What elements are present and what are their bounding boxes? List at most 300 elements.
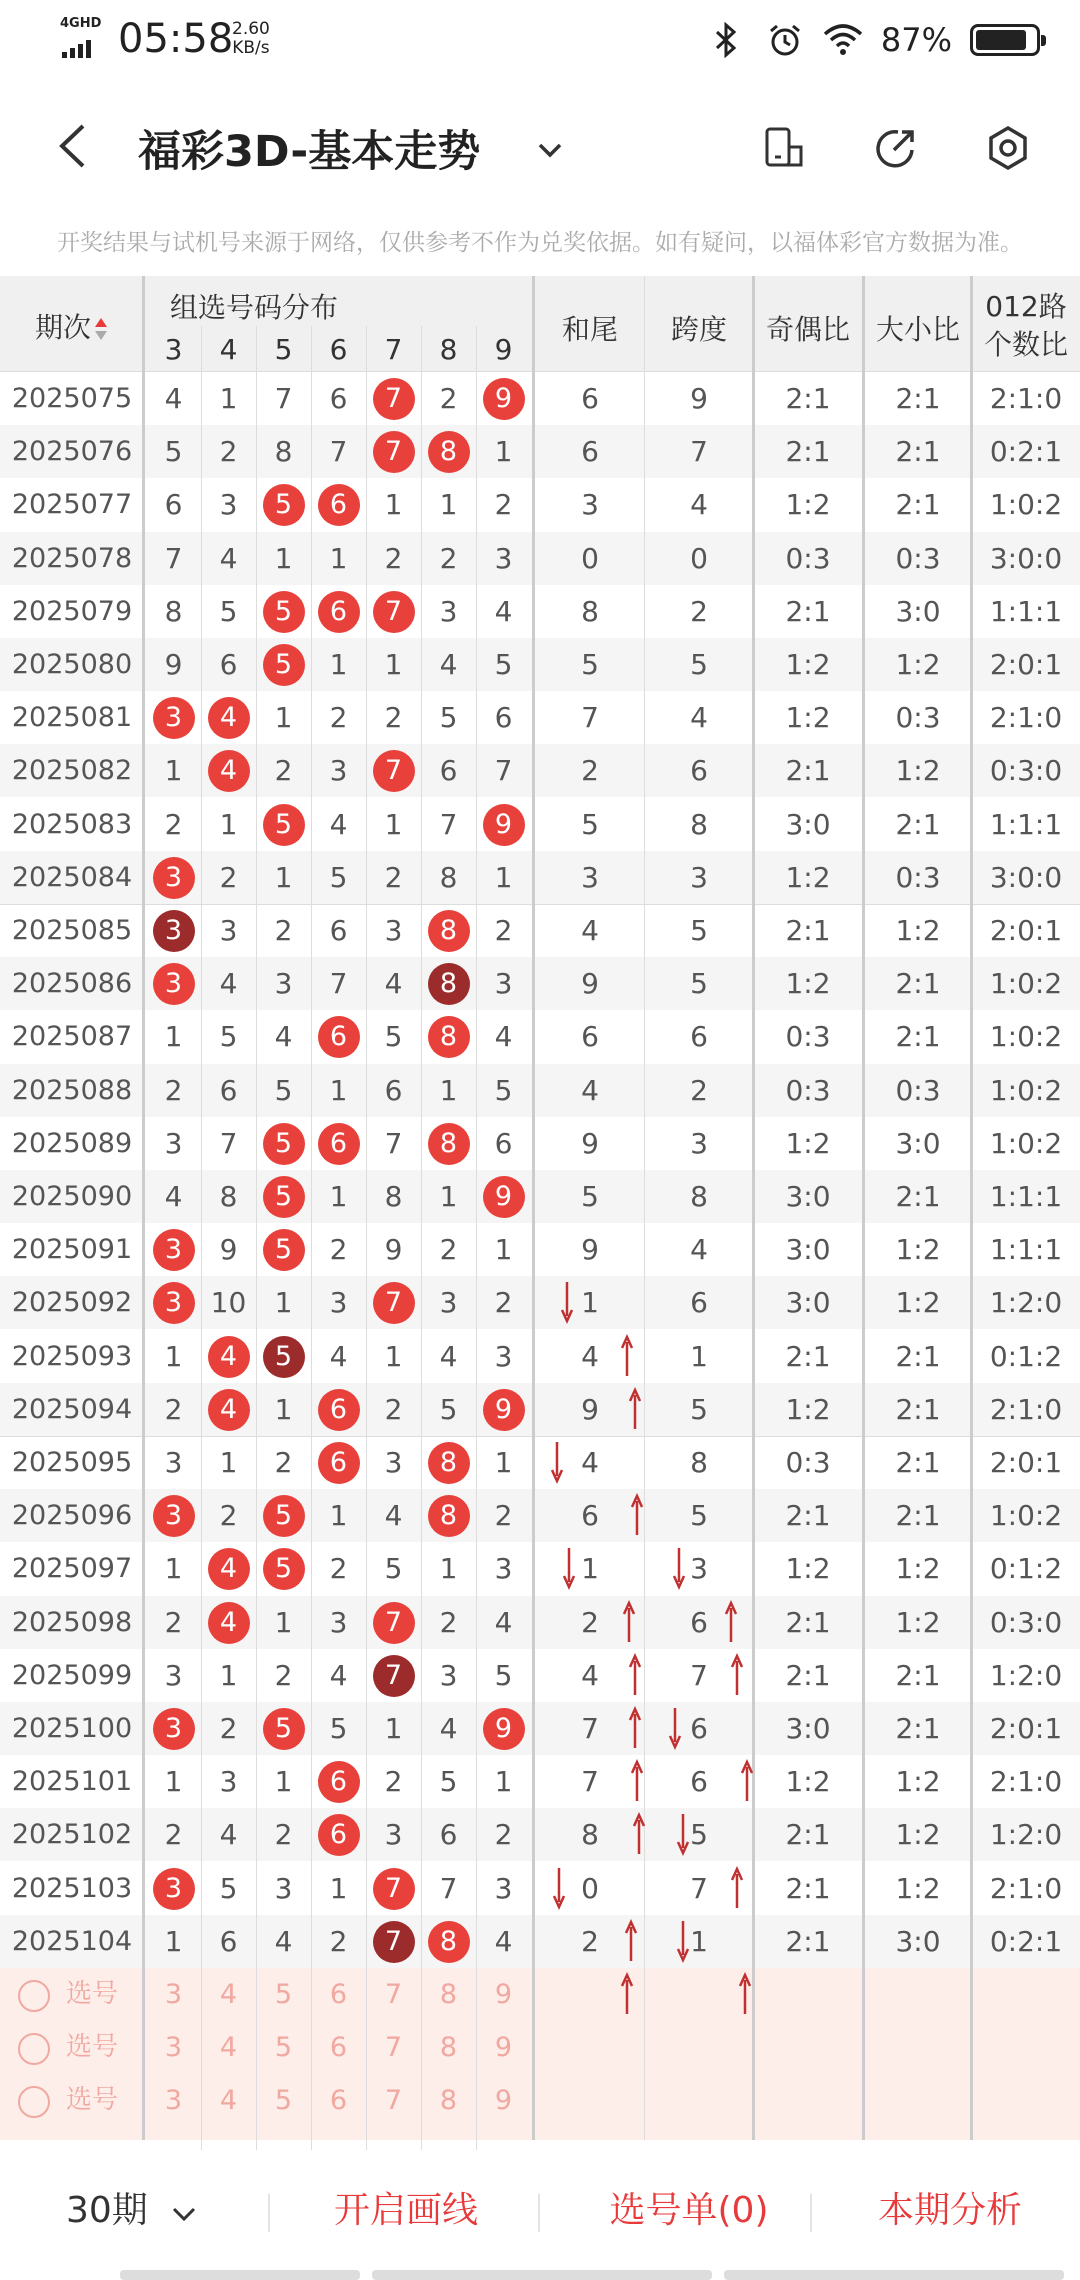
drawn-number-ball: 6	[318, 1389, 360, 1431]
drawn-number-ball: 3	[153, 1868, 195, 1910]
omission-cell: 2	[164, 807, 183, 841]
pick-radio[interactable]	[18, 2086, 50, 2118]
omission-cell: 1	[439, 1073, 458, 1107]
stat-cell-dx: 2:1	[895, 1499, 941, 1533]
pick-row[interactable]	[0, 2074, 1080, 2127]
drawn-number-ball: 9	[483, 1176, 525, 1218]
stat-cell-k: 7	[690, 1871, 708, 1905]
column-period-header[interactable]: 期次	[0, 306, 142, 346]
drawn-number-ball: 9	[483, 1389, 525, 1431]
stat-cell-z: 2:0:1	[989, 648, 1063, 681]
period-cell: 2025101	[11, 1766, 133, 1798]
table-row	[0, 1542, 1080, 1595]
stat-cell-z: 0:2:1	[989, 435, 1063, 469]
omission-cell: 5	[494, 1658, 513, 1692]
stat-cell-k: 6	[690, 754, 708, 788]
stat-cell-k: 1	[690, 1924, 708, 1958]
stat-cell-z: 2:0:1	[989, 914, 1063, 947]
drawn-number-ball: 8	[428, 1442, 470, 1484]
drawn-number-ball: 7	[373, 1602, 415, 1644]
drawn-number-ball: 9	[483, 378, 525, 420]
stat-cell-jo: 1:2	[785, 701, 831, 735]
stat-cell-jo: 2:1	[785, 1871, 831, 1905]
stat-cell-dx: 0:3	[895, 541, 941, 575]
pick-digit-3[interactable]: 3	[164, 2032, 183, 2064]
stat-cell-k: 8	[690, 807, 708, 841]
stat-cell-z: 1:1:1	[989, 807, 1063, 841]
pick-digit-3[interactable]: 3	[164, 2085, 183, 2117]
omission-cell: 2	[219, 1499, 238, 1533]
trend-arrow-up-icon	[632, 1812, 646, 1856]
omission-cell: 1	[384, 807, 403, 841]
stat-cell-z: 1:0:2	[989, 488, 1063, 522]
period-cell: 2025100	[11, 1713, 133, 1744]
stat-cell-h: 7	[581, 1765, 599, 1799]
trend-arrow-down-icon	[676, 1812, 690, 1856]
stat-cell-z: 0:1:2	[989, 1339, 1063, 1373]
omission-cell: 4	[494, 594, 513, 628]
omission-cell: 7	[439, 1871, 458, 1905]
column-group-header: 组选号码分布	[170, 291, 339, 324]
digit-header-6: 6	[329, 333, 348, 366]
drawn-number-ball: 9	[483, 1708, 525, 1750]
drawn-number-ball: 7	[373, 750, 415, 792]
trend-arrow-up-icon	[628, 1653, 642, 1697]
stat-cell-dx: 1:2	[895, 754, 941, 788]
period-cell: 2025081	[11, 702, 133, 734]
pick-digit-4[interactable]: 4	[219, 1979, 238, 2010]
omission-cell: 3	[219, 488, 238, 522]
omission-cell: 4	[164, 382, 183, 415]
omission-cell: 2	[439, 541, 458, 575]
table-header	[0, 276, 1080, 372]
stat-cell-dx: 3:0	[895, 1924, 941, 1958]
trend-arrow-up-icon	[730, 1866, 744, 1910]
stat-cell-k: 5	[690, 1499, 708, 1533]
stat-cell-h: 2	[581, 754, 599, 788]
pick-digit-3[interactable]: 3	[164, 1979, 183, 2010]
period-cell: 2025092	[11, 1287, 133, 1319]
omission-cell: 1	[274, 1392, 293, 1426]
stat-cell-dx: 1:2	[895, 1286, 941, 1320]
stat-cell-z: 0:3:0	[989, 1605, 1063, 1639]
drawn-number-ball: 4	[208, 750, 250, 792]
omission-cell: 2	[274, 1446, 293, 1479]
omission-cell: 1	[164, 754, 183, 788]
drawn-number-ball: 8	[428, 1016, 470, 1058]
omission-cell: 2	[494, 1286, 513, 1320]
omission-cell: 3	[329, 1605, 348, 1639]
omission-cell: 5	[384, 1020, 403, 1054]
period-cell: 2025103	[11, 1872, 133, 1904]
stat-cell-k: 3	[690, 1126, 708, 1160]
omission-cell: 6	[439, 754, 458, 788]
stat-cell-z: 1:2:0	[989, 1658, 1063, 1692]
pick-digit-4[interactable]: 4	[219, 2085, 238, 2117]
stat-cell-z: 2:1:0	[989, 382, 1063, 415]
stat-cell-h: 2	[581, 1924, 599, 1958]
share-button[interactable]	[868, 120, 924, 176]
number-picker-area	[0, 1968, 1080, 2140]
settings-button[interactable]	[980, 120, 1036, 176]
period-cell: 2025079	[11, 595, 133, 627]
stat-cell-dx: 0:3	[895, 860, 941, 894]
omission-cell: 1	[329, 1499, 348, 1533]
stat-cell-jo: 2:1	[785, 1818, 831, 1852]
table-row	[0, 478, 1080, 531]
period-cell: 2025078	[11, 542, 133, 574]
stat-cell-h: 2	[581, 1605, 599, 1639]
stat-cell-z: 1:1:1	[989, 594, 1063, 628]
omission-cell: 3	[164, 1658, 183, 1692]
pick-label: 选号	[66, 2032, 119, 2063]
stat-cell-k: 6	[690, 1605, 708, 1639]
pick-radio[interactable]	[18, 2033, 50, 2065]
period-cell: 2025104	[11, 1925, 133, 1957]
trend-arrow-up-icon	[620, 1334, 634, 1378]
omission-cell: 9	[219, 1233, 238, 1267]
pick-digit-6[interactable]: 6	[329, 2032, 348, 2064]
omission-cell: 2	[329, 701, 348, 735]
omission-cell: 7	[329, 967, 348, 1001]
omission-cell: 4	[219, 1818, 238, 1852]
digit-header-8: 8	[439, 333, 458, 366]
omission-cell: 8	[439, 860, 458, 894]
pick-digit-8[interactable]: 8	[439, 1979, 458, 2010]
omission-cell: 1	[274, 1765, 293, 1799]
omission-cell: 5	[274, 1073, 293, 1107]
omission-cell: 3	[384, 1818, 403, 1852]
wifi-icon	[823, 20, 863, 60]
omission-cell: 5	[384, 1552, 403, 1586]
stat-cell-h: 9	[581, 1126, 599, 1160]
stat-cell-h: 0	[581, 541, 599, 575]
stat-cell-h: 5	[581, 807, 599, 841]
page-title[interactable]: 福彩3D-基本走势	[138, 127, 481, 177]
table-row	[0, 1489, 1080, 1542]
drawn-number-ball: 3	[153, 697, 195, 739]
omission-cell: 3	[439, 1286, 458, 1320]
pick-digit-9[interactable]: 9	[494, 2085, 513, 2117]
pick-digit-5[interactable]: 5	[274, 2085, 293, 2117]
stat-cell-jo: 1:2	[785, 648, 831, 681]
omission-cell: 4	[384, 967, 403, 1001]
omission-cell: 1	[329, 1073, 348, 1107]
sort-icon	[95, 318, 107, 340]
clock: 05:58	[118, 16, 234, 62]
stat-cell-dx: 1:2	[895, 1765, 941, 1799]
omission-cell: 1	[219, 807, 238, 841]
omission-cell: 7	[274, 382, 293, 415]
pick-list-button[interactable]: 选号单(0)	[609, 2190, 769, 2231]
period-cell: 2025094	[11, 1393, 133, 1425]
omission-cell: 2	[164, 1605, 183, 1639]
omission-cell: 5	[219, 1871, 238, 1905]
back-arrow-icon	[57, 123, 87, 169]
stat-cell-jo: 2:1	[785, 1499, 831, 1533]
drawn-number-ball: 8	[428, 963, 470, 1005]
drawn-number-ball: 9	[483, 804, 525, 846]
omission-cell: 5	[329, 1712, 348, 1745]
app-header	[0, 96, 1080, 196]
omission-cell: 6	[329, 914, 348, 947]
omission-cell: 3	[164, 1126, 183, 1160]
omission-cell: 1	[384, 488, 403, 522]
digit-header-7: 7	[384, 333, 403, 366]
omission-cell: 2	[274, 754, 293, 788]
omission-cell: 4	[219, 967, 238, 1001]
omission-cell: 1	[439, 1180, 458, 1213]
alarm-icon	[765, 20, 805, 60]
omission-cell: 9	[384, 1233, 403, 1267]
stat-cell-dx: 1:2	[895, 914, 941, 947]
omission-cell: 1	[164, 1552, 183, 1586]
omission-cell: 7	[494, 754, 513, 788]
network-type: 4GHD	[60, 16, 102, 31]
stat-cell-dx: 2:1	[895, 1180, 941, 1213]
landscape-button[interactable]	[756, 120, 812, 176]
chevron-down-icon	[530, 130, 570, 170]
drawn-number-ball: 8	[428, 1921, 470, 1963]
table-row	[0, 1170, 1080, 1223]
table-row	[0, 1276, 1080, 1329]
pick-digit-8[interactable]: 8	[439, 2085, 458, 2117]
stat-cell-h: 7	[581, 1712, 599, 1745]
stat-cell-k: 7	[690, 1658, 708, 1692]
stat-cell-dx: 2:1	[895, 382, 941, 415]
pick-digit-7[interactable]: 7	[384, 2032, 403, 2064]
column-012-header: 012路 个数比	[983, 290, 1068, 361]
column-daxiao-header: 大小比	[875, 313, 960, 346]
omission-cell: 3	[219, 914, 238, 947]
drawn-number-ball: 8	[428, 1495, 470, 1537]
pick-row[interactable]	[0, 1968, 1080, 2021]
omission-cell: 6	[494, 701, 513, 735]
drawn-number-ball: 5	[263, 1229, 305, 1271]
period-cell: 2025075	[11, 383, 133, 414]
omission-cell: 1	[164, 1924, 183, 1958]
pick-radio[interactable]	[18, 1980, 50, 2012]
omission-cell: 3	[439, 1658, 458, 1692]
stat-cell-jo: 3:0	[785, 1233, 831, 1267]
stat-cell-k: 7	[690, 435, 708, 469]
drawn-number-ball: 7	[373, 1868, 415, 1910]
stat-cell-k: 3	[690, 1552, 708, 1586]
stat-cell-z: 1:0:2	[989, 1499, 1063, 1533]
stat-cell-k: 2	[690, 594, 708, 628]
stat-cell-k: 4	[690, 1233, 708, 1267]
stat-cell-jo: 2:1	[785, 1339, 831, 1373]
drawn-number-ball: 5	[263, 1548, 305, 1590]
table-row	[0, 957, 1080, 1010]
table-row	[0, 1064, 1080, 1117]
period-cell: 2025076	[11, 436, 133, 468]
stat-cell-h: 6	[581, 1020, 599, 1054]
stat-cell-dx: 2:1	[895, 1658, 941, 1692]
stat-cell-k: 8	[690, 1180, 708, 1213]
draw-line-button[interactable]: 开启画线	[333, 2190, 478, 2231]
chevron-down-icon	[169, 2197, 199, 2227]
pick-digit-5[interactable]: 5	[274, 2032, 293, 2064]
omission-cell: 2	[164, 1818, 183, 1852]
omission-cell: 3	[164, 1446, 183, 1479]
omission-cell: 3	[384, 914, 403, 947]
omission-cell: 2	[384, 701, 403, 735]
trend-arrow-up-icon	[740, 1759, 754, 1803]
drawn-number-ball: 3	[153, 1495, 195, 1537]
bluetooth-icon	[707, 20, 747, 60]
trend-arrow-up-icon	[624, 1919, 638, 1963]
trend-arrow-down-icon	[676, 1919, 690, 1963]
omission-cell: 5	[329, 860, 348, 894]
signal-icon	[60, 18, 106, 58]
omission-cell: 5	[164, 435, 183, 469]
period-selector[interactable]: 30期	[66, 2182, 199, 2233]
stat-cell-jo: 0:3	[785, 1446, 831, 1479]
omission-cell: 3	[219, 1765, 238, 1799]
trend-arrow-up-icon	[628, 1706, 642, 1750]
stat-cell-dx: 3:0	[895, 594, 941, 628]
omission-cell: 4	[329, 1658, 348, 1692]
omission-cell: 1	[494, 1765, 513, 1799]
drawn-number-ball: 8	[428, 1123, 470, 1165]
drawn-number-ball: 6	[318, 591, 360, 633]
period-cell: 2025090	[11, 1181, 133, 1212]
period-cell: 2025082	[11, 755, 133, 787]
omission-cell: 3	[494, 541, 513, 575]
period-cell: 2025098	[11, 1606, 133, 1638]
stat-cell-k: 5	[690, 1818, 708, 1852]
omission-cell: 10	[210, 1286, 247, 1320]
omission-cell: 7	[164, 541, 183, 575]
table-row	[0, 798, 1080, 851]
drawn-number-ball: 6	[318, 1123, 360, 1165]
stat-cell-z: 1:1:1	[989, 1233, 1063, 1267]
omission-cell: 7	[439, 807, 458, 841]
stat-cell-z: 3:0:0	[989, 860, 1063, 894]
omission-cell: 1	[384, 1712, 403, 1745]
drawn-number-ball: 7	[373, 431, 415, 473]
table-row	[0, 585, 1080, 638]
stat-cell-h: 8	[581, 594, 599, 628]
omission-cell: 8	[164, 594, 183, 628]
stat-cell-jo: 2:1	[785, 382, 831, 415]
omission-cell: 5	[439, 1392, 458, 1426]
omission-cell: 1	[164, 1339, 183, 1373]
omission-cell: 7	[384, 1126, 403, 1160]
omission-cell: 2	[329, 1552, 348, 1586]
column-kuadu-header: 跨度	[670, 313, 727, 346]
drawn-number-ball: 7	[373, 1655, 415, 1697]
title-dropdown-button[interactable]	[530, 130, 570, 170]
table-row	[0, 1223, 1080, 1276]
stat-cell-z: 2:1:0	[989, 1871, 1063, 1905]
omission-cell: 1	[329, 648, 348, 681]
rotate-screen-icon	[761, 125, 807, 171]
period-cell: 2025087	[11, 1021, 133, 1053]
omission-cell: 1	[274, 541, 293, 575]
period-cell: 2025086	[11, 968, 133, 1000]
omission-cell: 6	[329, 382, 348, 415]
period-cell: 2025093	[11, 1340, 133, 1372]
drawn-number-ball: 3	[153, 857, 195, 899]
stat-cell-h: 4	[581, 1339, 599, 1373]
table-row	[0, 638, 1080, 691]
stat-cell-k: 8	[690, 1446, 708, 1479]
omission-cell: 2	[384, 1392, 403, 1426]
net-speed: 2.60 KB/s	[232, 19, 270, 58]
pick-digit-8[interactable]: 8	[439, 2032, 458, 2064]
drawn-number-ball: 4	[208, 1336, 250, 1378]
pick-digit-6[interactable]: 6	[329, 1979, 348, 2010]
stat-cell-dx: 0:3	[895, 1073, 941, 1107]
drawn-number-ball: 3	[153, 910, 195, 952]
pick-row[interactable]	[0, 2021, 1080, 2074]
stat-cell-jo: 3:0	[785, 1286, 831, 1320]
pick-digit-5[interactable]: 5	[274, 1979, 293, 2010]
trend-arrow-up-icon	[622, 1600, 636, 1644]
pick-digit-7[interactable]: 7	[384, 1979, 403, 2010]
omission-cell: 7	[329, 435, 348, 469]
period-cell: 2025099	[11, 1659, 133, 1691]
trend-arrow-up-icon	[620, 1972, 634, 2016]
stat-cell-z: 0:1:2	[989, 1552, 1063, 1586]
table-row	[0, 372, 1080, 425]
stat-cell-z: 2:1:0	[989, 701, 1063, 735]
omission-cell: 5	[494, 648, 513, 681]
stat-cell-jo: 3:0	[785, 1180, 831, 1213]
omission-cell: 6	[219, 1073, 238, 1107]
period-cell: 2025083	[11, 808, 133, 840]
stat-cell-h: 5	[581, 648, 599, 681]
stat-cell-z: 0:3:0	[989, 754, 1063, 788]
stat-cell-h: 1	[581, 1552, 599, 1586]
pick-digit-9[interactable]: 9	[494, 1979, 513, 2010]
drawn-number-ball: 7	[373, 591, 415, 633]
drawn-number-ball: 6	[318, 1761, 360, 1803]
stat-cell-z: 2:0:1	[989, 1446, 1063, 1479]
current-analysis-button[interactable]: 本期分析	[877, 2190, 1022, 2231]
back-button[interactable]	[44, 118, 100, 174]
pick-digit-4[interactable]: 4	[219, 2032, 238, 2064]
omission-cell: 1	[494, 1446, 513, 1479]
stat-cell-dx: 2:1	[895, 1712, 941, 1745]
omission-cell: 2	[164, 1073, 183, 1107]
stat-cell-k: 5	[690, 914, 708, 947]
table-row	[0, 691, 1080, 744]
omission-cell: 1	[274, 701, 293, 735]
bottom-toolbar	[0, 2150, 1080, 2280]
trend-arrow-up-icon	[630, 1493, 644, 1537]
trend-arrow-down-icon	[550, 1440, 564, 1484]
omission-cell: 1	[494, 860, 513, 894]
stat-cell-z: 1:0:2	[989, 967, 1063, 1001]
stat-cell-jo: 2:1	[785, 435, 831, 469]
stat-cell-h: 5	[581, 1180, 599, 1213]
omission-cell: 7	[219, 1126, 238, 1160]
omission-cell: 4	[274, 1020, 293, 1054]
omission-cell: 1	[274, 860, 293, 894]
omission-cell: 1	[164, 1020, 183, 1054]
omission-cell: 2	[439, 382, 458, 415]
pick-digit-9[interactable]: 9	[494, 2032, 513, 2064]
omission-cell: 3	[274, 967, 293, 1001]
stat-cell-jo: 1:2	[785, 488, 831, 522]
pick-digit-7[interactable]: 7	[384, 2085, 403, 2117]
trend-arrow-up-icon	[630, 1759, 644, 1803]
pick-digit-6[interactable]: 6	[329, 2085, 348, 2117]
stat-cell-dx: 3:0	[895, 1126, 941, 1160]
